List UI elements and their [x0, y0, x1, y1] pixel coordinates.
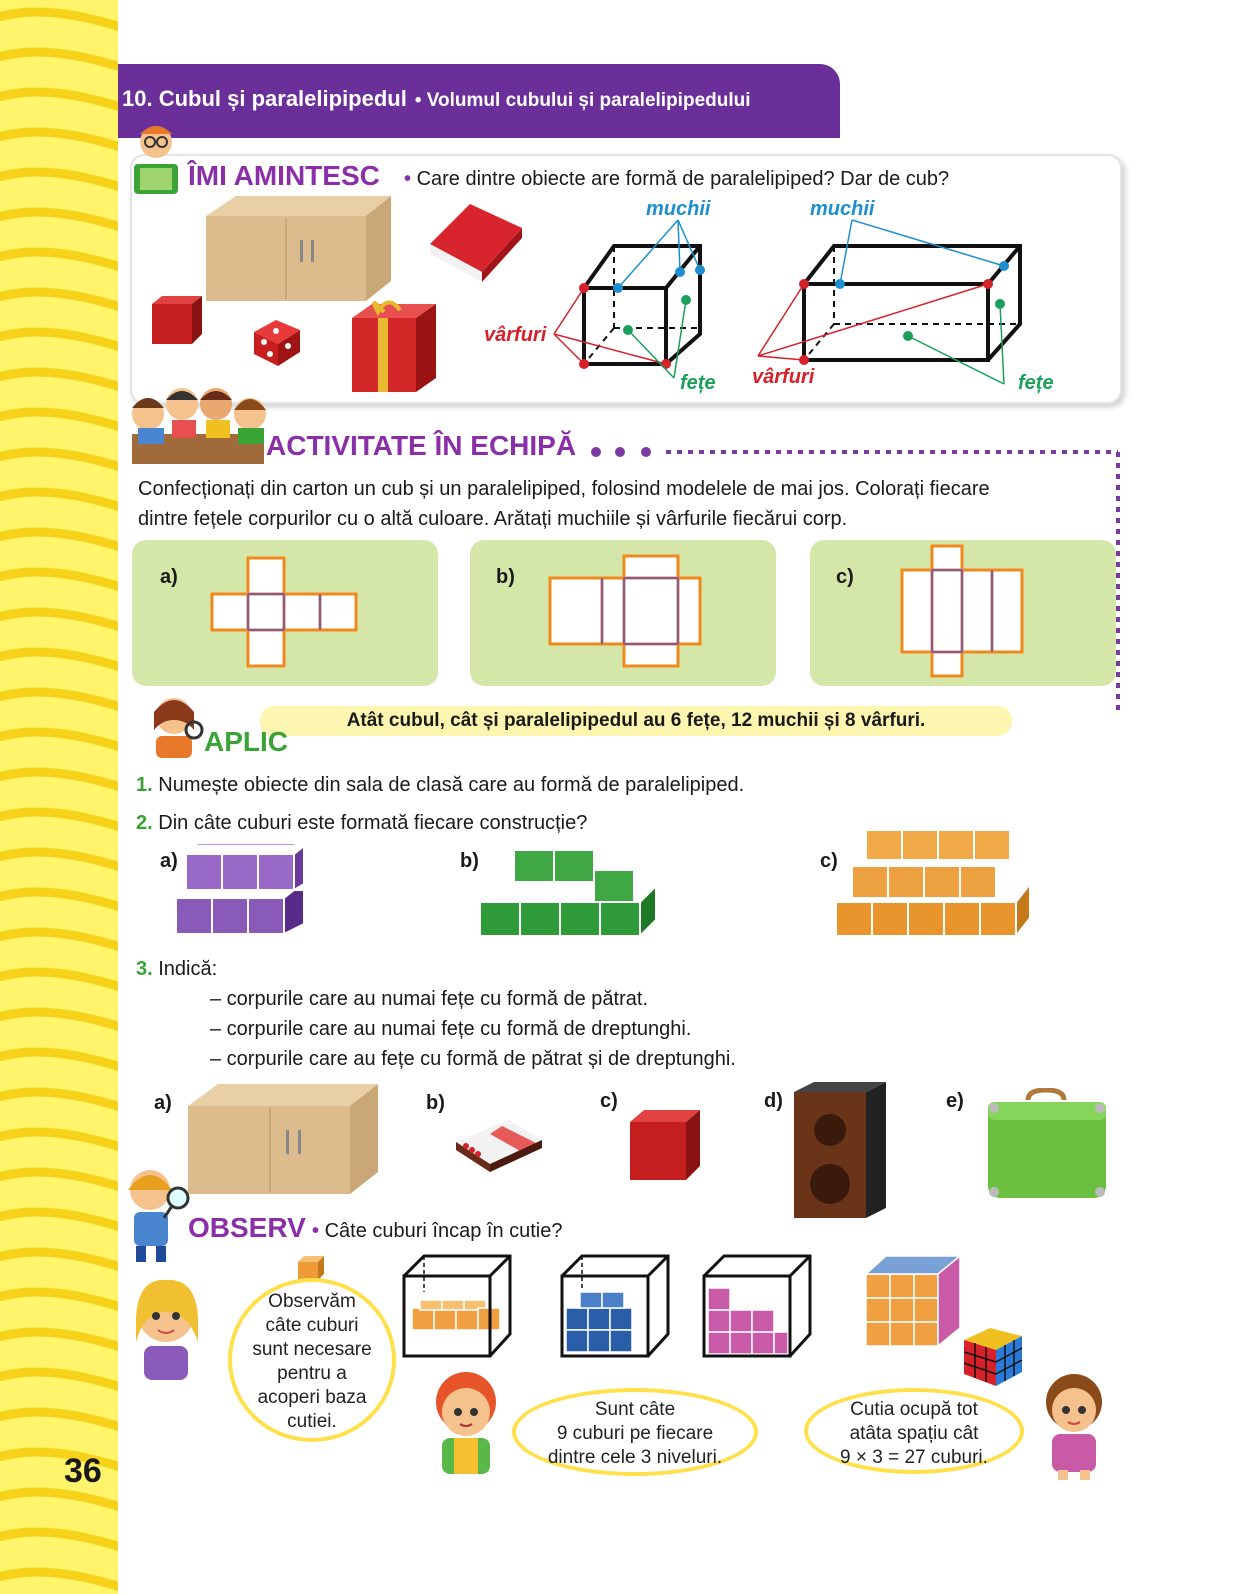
cabinet-image	[196, 196, 396, 311]
net-label-c: c)	[836, 566, 854, 588]
box-pink-cubes	[702, 1252, 812, 1367]
observe-question-text: Câte cuburi încap în cutie?	[324, 1220, 563, 1242]
speech-bubble-2	[512, 1388, 758, 1476]
ex2-label-a: a)	[160, 850, 178, 872]
exercise-1	[136, 774, 744, 797]
vertices-label-2: vârfuri	[752, 366, 815, 388]
faces-label-2: fețe	[1018, 372, 1054, 394]
net-label-b: b)	[496, 566, 515, 588]
cuboid-net-c	[900, 544, 1028, 683]
cube-stack-3x3x3	[864, 1254, 964, 1355]
cube-diagram	[478, 196, 728, 401]
exercise-2-text: Din câte cuburi este formată fiecare construcție?	[158, 812, 588, 834]
dice-image	[250, 318, 304, 373]
red-cube-image-2	[626, 1106, 702, 1187]
box-blue-cubes	[560, 1252, 670, 1367]
bullet-dot: •	[404, 168, 412, 190]
cabinet-image-2	[182, 1082, 382, 1203]
remember-title: ÎMI AMINTESC	[188, 160, 380, 191]
team-text-line2: dintre fețele corpurilor cu o altă culoare. Arătați muchiile și vârfurile fiecărui corp.	[138, 508, 848, 530]
bubble2-line3: dintre cele 3 niveluri.	[547, 1447, 723, 1468]
bubble3-line2: atâta spațiu cât	[849, 1423, 979, 1444]
bubble2-line2: 9 cuburi pe fiecare	[556, 1423, 714, 1444]
bubble1-line1: Observăm	[268, 1291, 356, 1312]
bubble3-line3: 9 × 3 = 27 cuburi.	[840, 1447, 988, 1468]
exercise-3-text: Indică:	[158, 958, 218, 980]
exercise-3-number: 3.	[136, 958, 153, 980]
bubble1-line2: câte cuburi	[265, 1315, 359, 1336]
cube-construction-a	[176, 844, 312, 943]
observe-title: OBSERV	[188, 1212, 306, 1243]
decorative-stripe	[0, 0, 118, 1594]
exercise-3-item-1: – corpurile care au numai fețe cu formă de pătrat.	[210, 988, 649, 1010]
bubble1-line6: cutiei.	[287, 1411, 337, 1432]
team-text-line1: Confecționați din carton un cub și un paralelipiped, folosind modelele de mai jos. Colorați fiecare	[138, 478, 990, 500]
apply-title: APLIC	[204, 726, 288, 757]
stripe-pattern	[0, 0, 118, 1594]
ex3-label-c: c)	[600, 1090, 618, 1112]
boy-illustration	[424, 1366, 508, 1476]
suitcase-image	[984, 1088, 1110, 1207]
edges-label-2: muchii	[810, 198, 875, 220]
magnifier-kid-illustration	[120, 1160, 192, 1264]
rubiks-cube-image	[960, 1326, 1026, 1393]
team-title: ACTIVITATE ÎN ECHIPĂ	[266, 430, 577, 461]
bullet-dot-2: •	[312, 1220, 320, 1242]
chapter-title: 10. Cubul și paralelipipedul	[122, 86, 407, 111]
ex2-label-b: b)	[460, 850, 479, 872]
bubble1-line5: acoperi baza	[257, 1387, 367, 1408]
girl-illustration-left	[118, 1272, 218, 1382]
exercise-2-number: 2.	[136, 812, 153, 834]
gift-box-image	[348, 298, 440, 399]
bubble2-line1: Sunt câte	[594, 1399, 676, 1420]
ex2-label-c: c)	[820, 850, 838, 872]
speech-bubble-3	[804, 1388, 1024, 1474]
ex3-label-a: a)	[154, 1092, 172, 1114]
girl-illustration-right	[1030, 1364, 1120, 1480]
ex3-label-b: b)	[426, 1092, 445, 1114]
red-cube-image	[150, 294, 204, 351]
summary-note: Atât cubul, cât și paralelipipedul au 6 fețe, 12 muchii și 8 vârfuri.	[260, 706, 1012, 736]
edges-label-1: muchii	[646, 198, 711, 220]
bubble3-line1: Cutia ocupă tot	[850, 1399, 978, 1420]
exercise-3	[136, 958, 217, 981]
exercise-2	[136, 812, 587, 835]
cuboid-net-b	[548, 554, 702, 673]
remember-question-text: Care dintre obiecte are formă de paralelipiped? Dar de cub?	[416, 168, 950, 190]
cube-net-a	[210, 556, 360, 673]
box-orange-base	[402, 1252, 512, 1367]
bubble1-line4: pentru a	[277, 1363, 347, 1384]
team-kids-illustration	[118, 378, 278, 466]
remember-question	[404, 168, 949, 191]
chapter-header	[122, 86, 751, 112]
speaker-image	[790, 1080, 890, 1225]
cube-construction-b	[480, 840, 664, 945]
reading-kid-illustration	[130, 120, 182, 198]
magnifier-girl-illustration	[146, 690, 206, 758]
net-label-a: a)	[160, 566, 178, 588]
exercise-1-text: Numește obiecte din sala de clasă care au formă de paralelipiped.	[158, 774, 745, 796]
cube-construction-c	[836, 826, 1032, 943]
exercise-1-number: 1.	[136, 774, 153, 796]
observe-question	[312, 1220, 563, 1243]
speech-bubble-1	[228, 1278, 396, 1442]
exercise-3-item-3: – corpurile care au fețe cu formă de pătrat și de dreptunghi.	[210, 1048, 736, 1070]
chapter-subtitle: • Volumul cubului și paralelipipedului	[414, 90, 751, 111]
exercise-3-item-2: – corpurile care au numai fețe cu formă de dreptunghi.	[210, 1018, 692, 1040]
faces-label-1: fețe	[680, 372, 716, 394]
page-number: 36	[64, 1452, 102, 1490]
ex3-label-e: e)	[946, 1090, 964, 1112]
vertices-label-1: vârfuri	[484, 324, 547, 346]
bubble1-line3: sunt necesare	[252, 1339, 372, 1360]
matchbox-image	[452, 1118, 546, 1179]
ex3-label-d: d)	[764, 1090, 783, 1112]
